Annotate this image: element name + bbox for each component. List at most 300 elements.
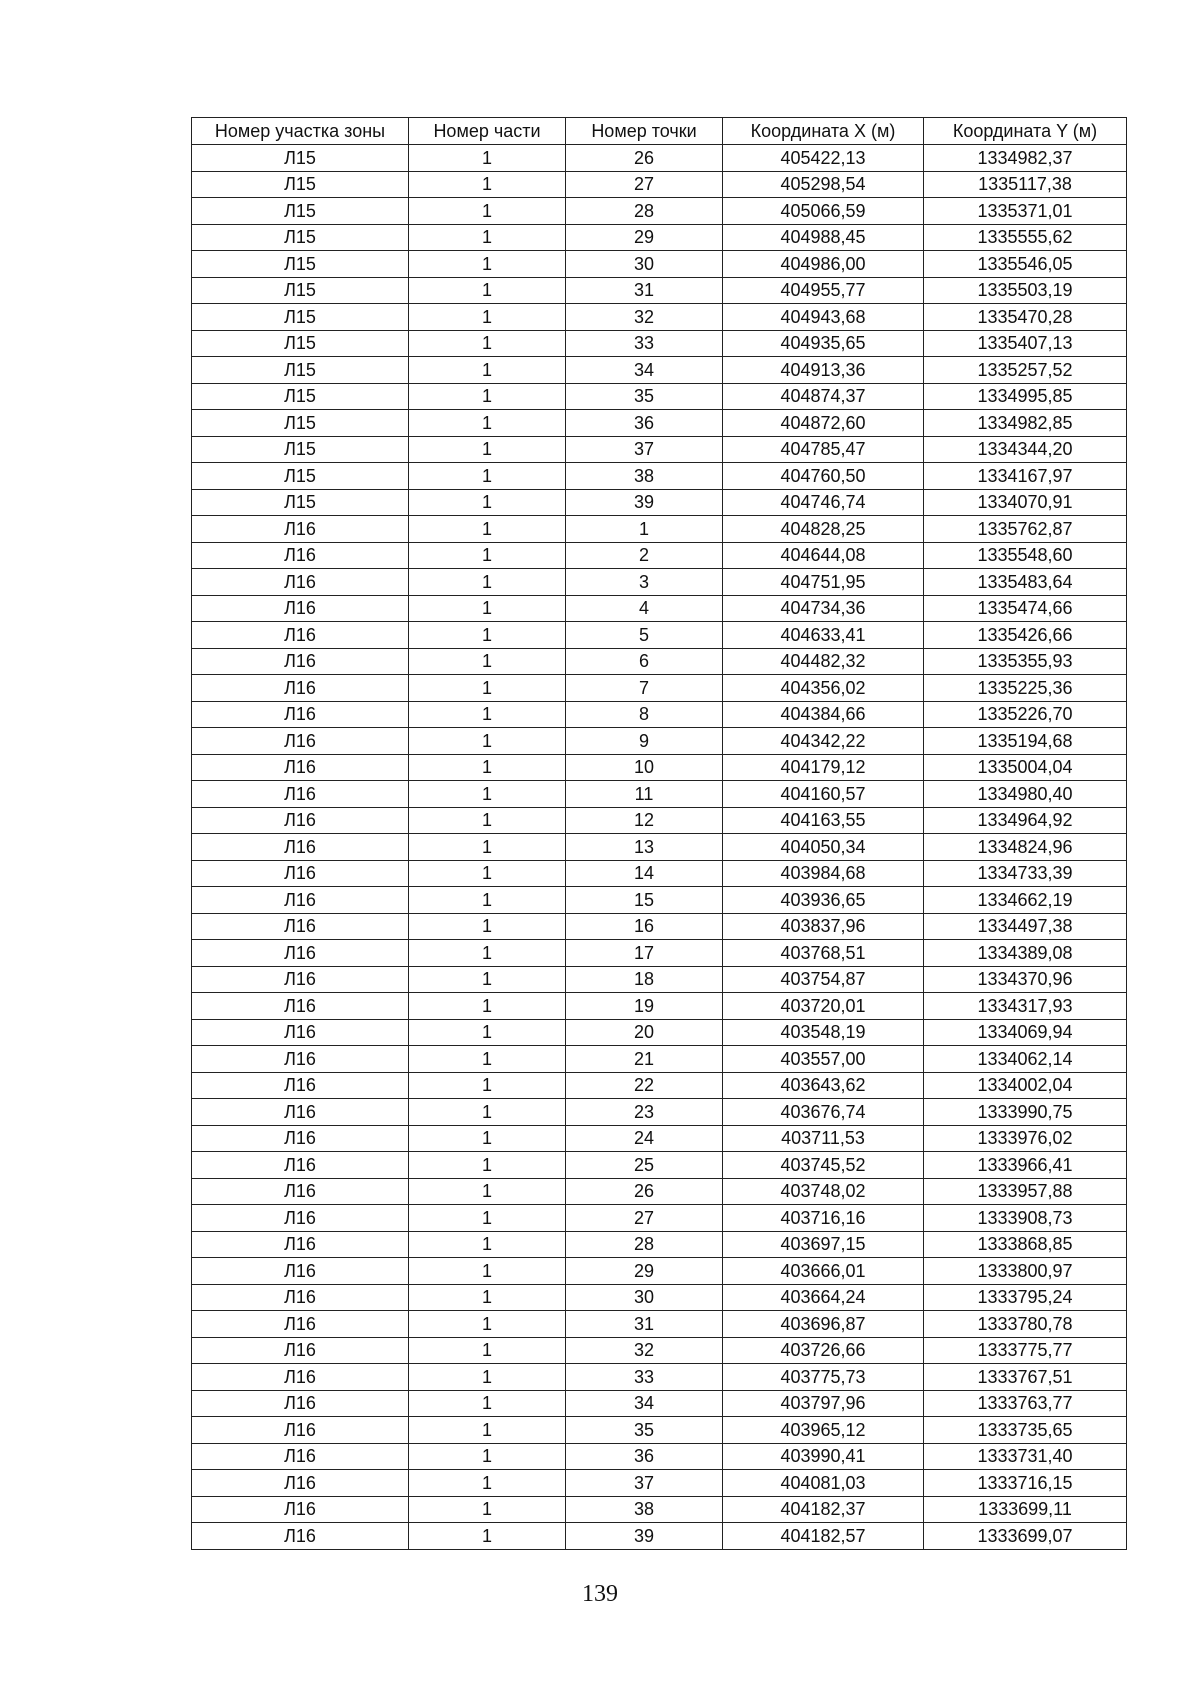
table-row — [192, 1231, 1127, 1258]
cell-coordinate-y: 1335762,87 — [924, 516, 1127, 543]
cell-coordinate-y: 1334062,14 — [924, 1046, 1127, 1073]
cell-coordinate-y: 1334317,93 — [924, 993, 1127, 1020]
table-header — [192, 118, 1127, 145]
cell-point-number: 16 — [566, 913, 723, 940]
cell-part-number: 1 — [409, 1099, 566, 1126]
table-row — [192, 701, 1127, 728]
page-number: 139 — [582, 1581, 618, 1607]
cell-part-number: 1 — [409, 383, 566, 410]
cell-coordinate-y: 1333976,02 — [924, 1125, 1127, 1152]
cell-point-number: 37 — [566, 1470, 723, 1497]
cell-zone-section: Л16 — [192, 781, 409, 808]
table-row — [192, 251, 1127, 278]
cell-zone-section: Л15 — [192, 463, 409, 490]
cell-zone-section: Л15 — [192, 145, 409, 172]
cell-part-number: 1 — [409, 569, 566, 596]
cell-point-number: 30 — [566, 1284, 723, 1311]
cell-coordinate-x: 403754,87 — [723, 966, 924, 993]
cell-coordinate-y: 1333966,41 — [924, 1152, 1127, 1179]
cell-zone-section: Л16 — [192, 966, 409, 993]
cell-point-number: 22 — [566, 1072, 723, 1099]
table-row — [192, 622, 1127, 649]
cell-zone-section: Л16 — [192, 1046, 409, 1073]
cell-coordinate-x: 403775,73 — [723, 1364, 924, 1391]
cell-coordinate-x: 403716,16 — [723, 1205, 924, 1232]
cell-zone-section: Л15 — [192, 436, 409, 463]
cell-point-number: 39 — [566, 489, 723, 516]
cell-part-number: 1 — [409, 1178, 566, 1205]
cell-zone-section: Л16 — [192, 1337, 409, 1364]
cell-part-number: 1 — [409, 410, 566, 437]
cell-point-number: 32 — [566, 1337, 723, 1364]
cell-coordinate-x: 403990,41 — [723, 1443, 924, 1470]
cell-part-number: 1 — [409, 993, 566, 1020]
table-row — [192, 1417, 1127, 1444]
cell-point-number: 29 — [566, 1258, 723, 1285]
cell-zone-section: Л15 — [192, 304, 409, 331]
cell-coordinate-x: 404182,57 — [723, 1523, 924, 1550]
cell-coordinate-x: 403666,01 — [723, 1258, 924, 1285]
cell-point-number: 20 — [566, 1019, 723, 1046]
cell-part-number: 1 — [409, 489, 566, 516]
cell-part-number: 1 — [409, 1337, 566, 1364]
table-row — [192, 569, 1127, 596]
cell-part-number: 1 — [409, 224, 566, 251]
cell-zone-section: Л16 — [192, 648, 409, 675]
cell-point-number: 12 — [566, 807, 723, 834]
header-zone-section: Номер участка зоны — [192, 118, 409, 145]
cell-coordinate-y: 1333868,85 — [924, 1231, 1127, 1258]
cell-part-number: 1 — [409, 304, 566, 331]
cell-coordinate-x: 405066,59 — [723, 198, 924, 225]
cell-point-number: 21 — [566, 1046, 723, 1073]
cell-coordinate-x: 404482,32 — [723, 648, 924, 675]
cell-part-number: 1 — [409, 754, 566, 781]
cell-coordinate-x: 404182,37 — [723, 1496, 924, 1523]
cell-coordinate-y: 1333699,11 — [924, 1496, 1127, 1523]
cell-coordinate-y: 1334733,39 — [924, 860, 1127, 887]
cell-coordinate-y: 1333716,15 — [924, 1470, 1127, 1497]
cell-zone-section: Л15 — [192, 330, 409, 357]
cell-zone-section: Л16 — [192, 675, 409, 702]
cell-zone-section: Л16 — [192, 913, 409, 940]
table-row — [192, 145, 1127, 172]
header-row — [192, 118, 1127, 145]
header-point-number: Номер точки — [566, 118, 723, 145]
cell-coordinate-x: 403720,01 — [723, 993, 924, 1020]
cell-point-number: 28 — [566, 198, 723, 225]
table-row — [192, 383, 1127, 410]
cell-part-number: 1 — [409, 675, 566, 702]
cell-coordinate-x: 405422,13 — [723, 145, 924, 172]
cell-coordinate-x: 403696,87 — [723, 1311, 924, 1338]
cell-zone-section: Л15 — [192, 224, 409, 251]
cell-zone-section: Л16 — [192, 1231, 409, 1258]
cell-coordinate-x: 404828,25 — [723, 516, 924, 543]
cell-point-number: 19 — [566, 993, 723, 1020]
cell-part-number: 1 — [409, 1231, 566, 1258]
table-row — [192, 1046, 1127, 1073]
cell-coordinate-y: 1335555,62 — [924, 224, 1127, 251]
cell-part-number: 1 — [409, 728, 566, 755]
coordinates-table — [191, 117, 1127, 1550]
cell-coordinate-x: 404751,95 — [723, 569, 924, 596]
cell-part-number: 1 — [409, 1496, 566, 1523]
cell-zone-section: Л16 — [192, 940, 409, 967]
cell-coordinate-y: 1335503,19 — [924, 277, 1127, 304]
cell-coordinate-x: 403745,52 — [723, 1152, 924, 1179]
cell-zone-section: Л15 — [192, 489, 409, 516]
cell-coordinate-y: 1333800,97 — [924, 1258, 1127, 1285]
table-row — [192, 1470, 1127, 1497]
cell-part-number: 1 — [409, 887, 566, 914]
cell-part-number: 1 — [409, 542, 566, 569]
table-row — [192, 993, 1127, 1020]
cell-point-number: 26 — [566, 145, 723, 172]
cell-coordinate-y: 1335225,36 — [924, 675, 1127, 702]
cell-part-number: 1 — [409, 1072, 566, 1099]
cell-part-number: 1 — [409, 251, 566, 278]
cell-point-number: 5 — [566, 622, 723, 649]
table-row — [192, 1523, 1127, 1550]
cell-part-number: 1 — [409, 1046, 566, 1073]
cell-part-number: 1 — [409, 357, 566, 384]
cell-coordinate-y: 1333735,65 — [924, 1417, 1127, 1444]
cell-coordinate-x: 404874,37 — [723, 383, 924, 410]
table-row — [192, 1390, 1127, 1417]
cell-point-number: 38 — [566, 463, 723, 490]
cell-zone-section: Л15 — [192, 410, 409, 437]
cell-coordinate-y: 1335226,70 — [924, 701, 1127, 728]
table-row — [192, 198, 1127, 225]
table-row — [192, 913, 1127, 940]
cell-coordinate-x: 403557,00 — [723, 1046, 924, 1073]
cell-point-number: 33 — [566, 1364, 723, 1391]
table-row — [192, 860, 1127, 887]
table-row — [192, 807, 1127, 834]
cell-coordinate-y: 1334964,92 — [924, 807, 1127, 834]
cell-zone-section: Л16 — [192, 1152, 409, 1179]
table-row — [192, 595, 1127, 622]
cell-part-number: 1 — [409, 1443, 566, 1470]
cell-zone-section: Л16 — [192, 1364, 409, 1391]
cell-zone-section: Л16 — [192, 542, 409, 569]
cell-coordinate-y: 1335474,66 — [924, 595, 1127, 622]
cell-coordinate-x: 404384,66 — [723, 701, 924, 728]
cell-part-number: 1 — [409, 516, 566, 543]
cell-coordinate-x: 403697,15 — [723, 1231, 924, 1258]
table-row — [192, 1364, 1127, 1391]
cell-zone-section: Л16 — [192, 887, 409, 914]
cell-coordinate-x: 404050,34 — [723, 834, 924, 861]
cell-zone-section: Л16 — [192, 860, 409, 887]
cell-point-number: 11 — [566, 781, 723, 808]
cell-coordinate-x: 404955,77 — [723, 277, 924, 304]
cell-zone-section: Л16 — [192, 1311, 409, 1338]
cell-point-number: 31 — [566, 1311, 723, 1338]
table-row — [192, 304, 1127, 331]
cell-point-number: 18 — [566, 966, 723, 993]
cell-coordinate-x: 404872,60 — [723, 410, 924, 437]
cell-point-number: 33 — [566, 330, 723, 357]
cell-point-number: 25 — [566, 1152, 723, 1179]
cell-coordinate-y: 1333990,75 — [924, 1099, 1127, 1126]
cell-point-number: 23 — [566, 1099, 723, 1126]
table-row — [192, 436, 1127, 463]
cell-part-number: 1 — [409, 1311, 566, 1338]
cell-part-number: 1 — [409, 781, 566, 808]
cell-part-number: 1 — [409, 1152, 566, 1179]
cell-coordinate-x: 403936,65 — [723, 887, 924, 914]
table-row — [192, 330, 1127, 357]
cell-zone-section: Л16 — [192, 1523, 409, 1550]
cell-coordinate-y: 1335004,04 — [924, 754, 1127, 781]
cell-part-number: 1 — [409, 1470, 566, 1497]
table-row — [192, 1311, 1127, 1338]
cell-zone-section: Л15 — [192, 171, 409, 198]
cell-part-number: 1 — [409, 701, 566, 728]
cell-part-number: 1 — [409, 622, 566, 649]
cell-coordinate-y: 1334344,20 — [924, 436, 1127, 463]
cell-coordinate-x: 404935,65 — [723, 330, 924, 357]
cell-zone-section: Л16 — [192, 1390, 409, 1417]
cell-point-number: 27 — [566, 1205, 723, 1232]
cell-coordinate-x: 403711,53 — [723, 1125, 924, 1152]
cell-point-number: 8 — [566, 701, 723, 728]
cell-coordinate-x: 404179,12 — [723, 754, 924, 781]
cell-coordinate-y: 1334980,40 — [924, 781, 1127, 808]
cell-zone-section: Л16 — [192, 1125, 409, 1152]
cell-point-number: 9 — [566, 728, 723, 755]
cell-coordinate-y: 1334995,85 — [924, 383, 1127, 410]
cell-coordinate-x: 403837,96 — [723, 913, 924, 940]
cell-part-number: 1 — [409, 1125, 566, 1152]
table-row — [192, 1496, 1127, 1523]
cell-zone-section: Л16 — [192, 1099, 409, 1126]
cell-point-number: 30 — [566, 251, 723, 278]
cell-point-number: 36 — [566, 410, 723, 437]
table-row — [192, 542, 1127, 569]
cell-part-number: 1 — [409, 1019, 566, 1046]
cell-point-number: 26 — [566, 1178, 723, 1205]
cell-point-number: 37 — [566, 436, 723, 463]
cell-coordinate-x: 403965,12 — [723, 1417, 924, 1444]
cell-point-number: 13 — [566, 834, 723, 861]
cell-coordinate-x: 404986,00 — [723, 251, 924, 278]
cell-point-number: 29 — [566, 224, 723, 251]
cell-zone-section: Л16 — [192, 1258, 409, 1285]
table-row — [192, 1072, 1127, 1099]
cell-zone-section: Л16 — [192, 993, 409, 1020]
cell-coordinate-y: 1333731,40 — [924, 1443, 1127, 1470]
cell-point-number: 1 — [566, 516, 723, 543]
cell-coordinate-x: 404081,03 — [723, 1470, 924, 1497]
table-row — [192, 1125, 1127, 1152]
cell-coordinate-x: 404746,74 — [723, 489, 924, 516]
cell-point-number: 2 — [566, 542, 723, 569]
cell-part-number: 1 — [409, 913, 566, 940]
table-row — [192, 754, 1127, 781]
cell-part-number: 1 — [409, 1390, 566, 1417]
cell-coordinate-y: 1333763,77 — [924, 1390, 1127, 1417]
cell-coordinate-y: 1333908,73 — [924, 1205, 1127, 1232]
cell-part-number: 1 — [409, 145, 566, 172]
cell-coordinate-y: 1334982,85 — [924, 410, 1127, 437]
table-row — [192, 940, 1127, 967]
table-row — [192, 1258, 1127, 1285]
cell-zone-section: Л15 — [192, 198, 409, 225]
cell-coordinate-x: 403664,24 — [723, 1284, 924, 1311]
cell-zone-section: Л16 — [192, 1496, 409, 1523]
cell-part-number: 1 — [409, 1417, 566, 1444]
cell-point-number: 24 — [566, 1125, 723, 1152]
cell-part-number: 1 — [409, 860, 566, 887]
cell-zone-section: Л16 — [192, 1470, 409, 1497]
cell-coordinate-x: 403548,19 — [723, 1019, 924, 1046]
cell-coordinate-y: 1333775,77 — [924, 1337, 1127, 1364]
table-row — [192, 463, 1127, 490]
cell-part-number: 1 — [409, 1258, 566, 1285]
table-row — [192, 728, 1127, 755]
cell-point-number: 7 — [566, 675, 723, 702]
cell-point-number: 27 — [566, 171, 723, 198]
cell-part-number: 1 — [409, 1523, 566, 1550]
cell-coordinate-y: 1333767,51 — [924, 1364, 1127, 1391]
table-row — [192, 277, 1127, 304]
cell-coordinate-y: 1334002,04 — [924, 1072, 1127, 1099]
cell-coordinate-x: 404943,68 — [723, 304, 924, 331]
table-row — [192, 1019, 1127, 1046]
table-row — [192, 887, 1127, 914]
cell-part-number: 1 — [409, 463, 566, 490]
cell-point-number: 34 — [566, 357, 723, 384]
table-row — [192, 1099, 1127, 1126]
cell-coordinate-x: 404160,57 — [723, 781, 924, 808]
cell-coordinate-y: 1335548,60 — [924, 542, 1127, 569]
cell-coordinate-x: 403768,51 — [723, 940, 924, 967]
cell-part-number: 1 — [409, 277, 566, 304]
cell-coordinate-y: 1335194,68 — [924, 728, 1127, 755]
cell-point-number: 36 — [566, 1443, 723, 1470]
cell-coordinate-y: 1333957,88 — [924, 1178, 1127, 1205]
table-row — [192, 489, 1127, 516]
cell-zone-section: Л15 — [192, 251, 409, 278]
cell-point-number: 4 — [566, 595, 723, 622]
cell-coordinate-x: 404163,55 — [723, 807, 924, 834]
cell-zone-section: Л16 — [192, 1178, 409, 1205]
cell-point-number: 38 — [566, 1496, 723, 1523]
cell-part-number: 1 — [409, 1205, 566, 1232]
cell-zone-section: Л16 — [192, 754, 409, 781]
cell-coordinate-x: 403748,02 — [723, 1178, 924, 1205]
cell-zone-section: Л16 — [192, 728, 409, 755]
cell-coordinate-y: 1335426,66 — [924, 622, 1127, 649]
table-row — [192, 781, 1127, 808]
cell-part-number: 1 — [409, 966, 566, 993]
cell-point-number: 28 — [566, 1231, 723, 1258]
cell-zone-section: Л16 — [192, 1072, 409, 1099]
cell-coordinate-y: 1335546,05 — [924, 251, 1127, 278]
table-row — [192, 224, 1127, 251]
cell-coordinate-y: 1334069,94 — [924, 1019, 1127, 1046]
cell-coordinate-y: 1334370,96 — [924, 966, 1127, 993]
table-row — [192, 675, 1127, 702]
cell-zone-section: Л15 — [192, 383, 409, 410]
table-row — [192, 966, 1127, 993]
cell-coordinate-x: 405298,54 — [723, 171, 924, 198]
cell-coordinate-y: 1335470,28 — [924, 304, 1127, 331]
cell-zone-section: Л16 — [192, 807, 409, 834]
cell-point-number: 3 — [566, 569, 723, 596]
cell-coordinate-x: 403643,62 — [723, 1072, 924, 1099]
cell-coordinate-x: 404633,41 — [723, 622, 924, 649]
cell-part-number: 1 — [409, 1284, 566, 1311]
cell-coordinate-y: 1335355,93 — [924, 648, 1127, 675]
table-row — [192, 1443, 1127, 1470]
table-body — [192, 145, 1127, 1550]
cell-coordinate-x: 404644,08 — [723, 542, 924, 569]
cell-coordinate-x: 404734,36 — [723, 595, 924, 622]
cell-coordinate-x: 403726,66 — [723, 1337, 924, 1364]
cell-zone-section: Л16 — [192, 569, 409, 596]
cell-coordinate-y: 1334662,19 — [924, 887, 1127, 914]
cell-zone-section: Л15 — [192, 277, 409, 304]
cell-coordinate-y: 1334070,91 — [924, 489, 1127, 516]
cell-point-number: 14 — [566, 860, 723, 887]
cell-point-number: 35 — [566, 1417, 723, 1444]
header-coordinate-y: Координата Y (м) — [924, 118, 1127, 145]
cell-coordinate-y: 1334497,38 — [924, 913, 1127, 940]
cell-coordinate-y: 1334982,37 — [924, 145, 1127, 172]
cell-coordinate-x: 404760,50 — [723, 463, 924, 490]
cell-zone-section: Л15 — [192, 357, 409, 384]
cell-point-number: 31 — [566, 277, 723, 304]
cell-point-number: 32 — [566, 304, 723, 331]
cell-point-number: 15 — [566, 887, 723, 914]
header-coordinate-x: Координата X (м) — [723, 118, 924, 145]
cell-zone-section: Л16 — [192, 834, 409, 861]
cell-part-number: 1 — [409, 198, 566, 225]
table-row — [192, 171, 1127, 198]
cell-zone-section: Л16 — [192, 701, 409, 728]
cell-zone-section: Л16 — [192, 1284, 409, 1311]
cell-coordinate-y: 1334167,97 — [924, 463, 1127, 490]
cell-part-number: 1 — [409, 330, 566, 357]
cell-part-number: 1 — [409, 436, 566, 463]
cell-point-number: 35 — [566, 383, 723, 410]
table-row — [192, 516, 1127, 543]
cell-coordinate-x: 404356,02 — [723, 675, 924, 702]
cell-coordinate-y: 1335407,13 — [924, 330, 1127, 357]
cell-point-number: 6 — [566, 648, 723, 675]
cell-coordinate-y: 1334824,96 — [924, 834, 1127, 861]
cell-zone-section: Л16 — [192, 595, 409, 622]
table-row — [192, 410, 1127, 437]
cell-zone-section: Л16 — [192, 1205, 409, 1232]
table-row — [192, 1337, 1127, 1364]
cell-coordinate-x: 404785,47 — [723, 436, 924, 463]
table-row — [192, 1152, 1127, 1179]
cell-part-number: 1 — [409, 807, 566, 834]
cell-part-number: 1 — [409, 648, 566, 675]
cell-coordinate-y: 1334389,08 — [924, 940, 1127, 967]
cell-zone-section: Л16 — [192, 1443, 409, 1470]
cell-point-number: 17 — [566, 940, 723, 967]
cell-coordinate-y: 1333780,78 — [924, 1311, 1127, 1338]
cell-point-number: 10 — [566, 754, 723, 781]
cell-coordinate-y: 1335117,38 — [924, 171, 1127, 198]
cell-point-number: 39 — [566, 1523, 723, 1550]
